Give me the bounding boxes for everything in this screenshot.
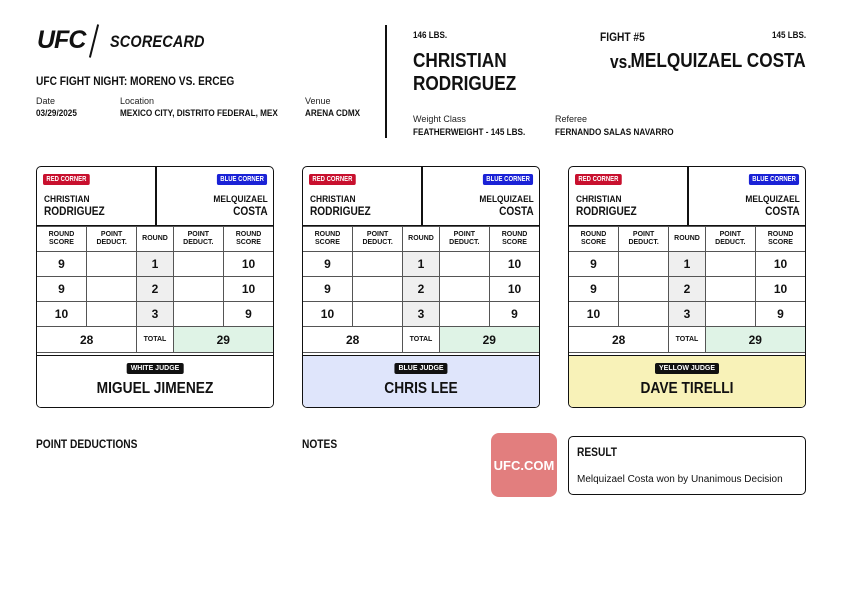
round-row: [569, 252, 805, 277]
blue-point-deduct: [705, 277, 755, 302]
red-fighter-last: RODRIGUEZ: [413, 73, 517, 95]
round-number: 3: [137, 302, 173, 327]
point-deductions-heading: POINT DEDUCTIONS: [36, 437, 138, 451]
blue-point-deduct: [705, 302, 755, 327]
blue-round-score: 10: [490, 277, 539, 302]
red-total-score: 28: [303, 327, 403, 353]
blue-point-deduct-header: POINT DEDUCT.: [439, 227, 489, 252]
red-point-deduct-header: POINT DEDUCT.: [352, 227, 402, 252]
venue-value: ARENA CDMX: [305, 108, 361, 119]
red-corner-first: CHRISTIAN: [576, 194, 622, 205]
red-round-score: 9: [37, 277, 86, 302]
round-header: ROUND: [403, 227, 439, 252]
round-row: [303, 277, 539, 302]
blue-point-deduct: [173, 302, 223, 327]
blue-point-deduct: [705, 252, 755, 277]
red-total-score: 28: [37, 327, 137, 353]
judge-name: CHRIS LEE: [384, 380, 458, 397]
blue-corner-badge: BLUE CORNER: [483, 174, 533, 185]
header-divider: [385, 25, 387, 138]
round-row: [569, 277, 805, 302]
blue-point-deduct: [439, 277, 489, 302]
vs-label: vs.: [610, 52, 632, 72]
blue-round-score-header: ROUND SCORE: [224, 227, 273, 252]
round-row: [37, 252, 273, 277]
red-corner-name: [44, 194, 105, 218]
red-corner-last: RODRIGUEZ: [576, 206, 637, 218]
blue-round-score: 10: [224, 252, 273, 277]
referee-label: Referee: [555, 114, 588, 124]
score-table: [569, 226, 805, 353]
red-point-deduct-header: POINT DEDUCT.: [618, 227, 668, 252]
red-corner-name: [310, 194, 371, 218]
referee-value: FERNANDO SALAS NAVARRO: [555, 127, 674, 138]
corner-divider: [421, 167, 423, 226]
judge-badge: YELLOW JUDGE: [655, 363, 719, 374]
blue-corner-last: COSTA: [233, 206, 268, 218]
blue-corner-name: [480, 194, 534, 218]
round-number: 1: [669, 252, 705, 277]
total-row: [303, 327, 539, 353]
blue-round-score: 9: [490, 302, 539, 327]
corner-divider: [155, 167, 157, 226]
red-round-score-header: ROUND SCORE: [37, 227, 86, 252]
red-round-score: 10: [569, 302, 618, 327]
red-point-deduct: [352, 302, 402, 327]
red-point-deduct-header: POINT DEDUCT.: [86, 227, 136, 252]
round-number: 2: [669, 277, 705, 302]
red-fighter-name: [413, 50, 516, 96]
blue-corner-name: [746, 194, 800, 218]
red-weight: 146 LBS.: [413, 30, 448, 41]
red-round-score-header: ROUND SCORE: [569, 227, 618, 252]
event-title: UFC FIGHT NIGHT: MORENO VS. ERCEG: [36, 74, 235, 88]
blue-total-score: 29: [173, 327, 273, 353]
corner-header: [37, 167, 273, 226]
red-fighter-first: CHRISTIAN: [413, 50, 507, 72]
red-point-deduct: [86, 277, 136, 302]
red-corner-first: CHRISTIAN: [44, 194, 90, 205]
judge-badge: BLUE JUDGE: [394, 363, 447, 374]
blue-round-score: 10: [756, 277, 805, 302]
judge-name: MIGUEL JIMENEZ: [96, 380, 214, 397]
score-table-header: [303, 227, 539, 252]
corner-header: [303, 167, 539, 226]
blue-fighter-name: MELQUIZAEL COSTA: [630, 50, 806, 72]
blue-weight: 145 LBS.: [771, 30, 806, 41]
blue-corner-last: COSTA: [765, 206, 800, 218]
corner-header: [569, 167, 805, 226]
judge-area: [37, 355, 273, 408]
red-round-score: 9: [303, 277, 352, 302]
blue-round-score: 9: [224, 302, 273, 327]
total-label: TOTAL: [669, 327, 705, 353]
red-total-score: 28: [569, 327, 669, 353]
round-row: [303, 252, 539, 277]
blue-corner-first: MELQUIZAEL: [479, 194, 534, 205]
round-number: 2: [403, 277, 439, 302]
red-point-deduct: [86, 302, 136, 327]
corner-divider: [687, 167, 689, 226]
red-round-score: 9: [569, 277, 618, 302]
total-row: [37, 327, 273, 353]
blue-corner-first: MELQUIZAEL: [745, 194, 800, 205]
total-label: TOTAL: [137, 327, 173, 353]
fight-number: FIGHT #5: [600, 30, 645, 44]
round-number: 2: [137, 277, 173, 302]
blue-round-score: 10: [224, 277, 273, 302]
red-corner-badge: RED CORNER: [43, 174, 90, 185]
red-corner-badge: RED CORNER: [309, 174, 356, 185]
red-corner-badge: RED CORNER: [575, 174, 622, 185]
blue-round-score-header: ROUND SCORE: [756, 227, 805, 252]
date-label: Date: [36, 96, 56, 106]
blue-point-deduct-header: POINT DEDUCT.: [173, 227, 223, 252]
round-row: [569, 302, 805, 327]
judge-scorecard: [302, 166, 540, 408]
result-box: [568, 436, 806, 495]
total-label: TOTAL: [403, 327, 439, 353]
judge-area: [569, 355, 805, 408]
blue-total-score: 29: [705, 327, 805, 353]
ufc-com-badge: UFC.COM: [491, 433, 557, 497]
round-number: 3: [669, 302, 705, 327]
score-table: [37, 226, 273, 353]
weight-class-value: FEATHERWEIGHT - 145 LBS.: [413, 127, 526, 138]
judge-scorecard: [568, 166, 806, 408]
red-corner-last: RODRIGUEZ: [44, 206, 105, 218]
result-heading: RESULT: [577, 445, 618, 459]
round-row: [303, 302, 539, 327]
red-point-deduct: [618, 252, 668, 277]
round-header: ROUND: [669, 227, 705, 252]
blue-round-score: 10: [490, 252, 539, 277]
blue-round-score: 10: [756, 252, 805, 277]
blue-round-score-header: ROUND SCORE: [490, 227, 539, 252]
weight-class-label: Weight Class: [413, 114, 466, 124]
blue-corner-last: COSTA: [499, 206, 534, 218]
round-row: [37, 277, 273, 302]
red-point-deduct: [352, 277, 402, 302]
blue-point-deduct: [439, 302, 489, 327]
venue-label: Venue: [305, 96, 331, 106]
blue-corner-badge: BLUE CORNER: [749, 174, 799, 185]
red-round-score: 9: [37, 252, 86, 277]
judge-area: [303, 355, 539, 408]
judge-name: DAVE TIRELLI: [640, 380, 734, 397]
total-row: [569, 327, 805, 353]
red-round-score: 9: [303, 252, 352, 277]
blue-point-deduct-header: POINT DEDUCT.: [705, 227, 755, 252]
red-round-score: 9: [569, 252, 618, 277]
round-number: 3: [403, 302, 439, 327]
red-corner-name: [576, 194, 637, 218]
location-value: MEXICO CITY, DISTRITO FEDERAL, MEX: [120, 108, 278, 119]
blue-total-score: 29: [439, 327, 539, 353]
blue-point-deduct: [173, 277, 223, 302]
round-header: ROUND: [137, 227, 173, 252]
score-table-header: [569, 227, 805, 252]
red-round-score: 10: [37, 302, 86, 327]
red-point-deduct: [618, 277, 668, 302]
red-corner-first: CHRISTIAN: [310, 194, 356, 205]
score-table-header: [37, 227, 273, 252]
red-round-score: 10: [303, 302, 352, 327]
red-point-deduct: [86, 252, 136, 277]
red-corner-last: RODRIGUEZ: [310, 206, 371, 218]
location-label: Location: [120, 96, 155, 106]
round-number: 1: [137, 252, 173, 277]
blue-corner-name: [214, 194, 268, 218]
blue-point-deduct: [173, 252, 223, 277]
result-text: Melquizael Costa won by Unanimous Decision: [577, 474, 783, 485]
blue-round-score: 9: [756, 302, 805, 327]
red-round-score-header: ROUND SCORE: [303, 227, 352, 252]
date-value: 03/29/2025: [36, 108, 77, 119]
blue-point-deduct: [439, 252, 489, 277]
judge-scorecard: [36, 166, 274, 408]
round-number: 1: [403, 252, 439, 277]
red-point-deduct: [618, 302, 668, 327]
scorecard-title: SCORECARD: [110, 32, 205, 51]
logo-divider: [89, 24, 99, 57]
red-point-deduct: [352, 252, 402, 277]
judge-badge: WHITE JUDGE: [127, 363, 184, 374]
score-table: [303, 226, 539, 353]
ufc-logo: UFC: [37, 26, 86, 54]
notes-heading: NOTES: [302, 437, 338, 451]
blue-corner-first: MELQUIZAEL: [213, 194, 268, 205]
round-row: [37, 302, 273, 327]
blue-corner-badge: BLUE CORNER: [217, 174, 267, 185]
